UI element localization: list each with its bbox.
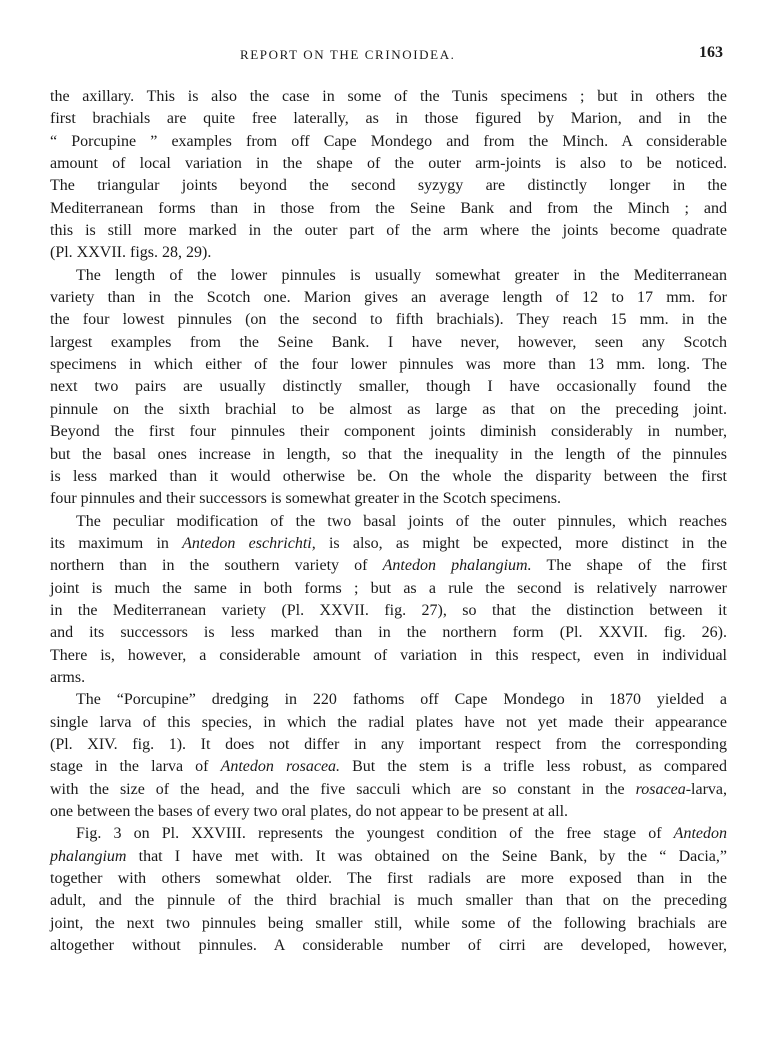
species-name-italic: phalangium [50, 847, 127, 865]
body-text [50, 86, 727, 957]
paragraph-start-line: Fig. 3 on Pl. XXVIII. represents the youngest condition of the free stage of Antedon [76, 825, 727, 843]
text-line: single larva of this species, in which the radial plates have not yet made their appearance [50, 713, 727, 731]
text-line: its maximum in Antedon eschrichti, is also, as might be expected, more distinct in the [50, 534, 727, 552]
text-line: with the size of the head, and the five sacculi which are so constant in the rosacea-larva, [50, 780, 727, 798]
text-line: amount of local variation in the shape of the outer arm-joints is also to be noticed. [50, 155, 727, 173]
text-line: first brachials are quite free laterally, as in those figured by Marion, and in the [50, 110, 727, 128]
text-line: but the basal ones increase in length, so that the inequality in the length of the pinnules [50, 445, 727, 463]
page-number: 163 [699, 44, 723, 61]
text-line: Mediterranean forms than in those from the Seine Bank and from the Minch ; and [50, 199, 727, 217]
paragraph-end-line: one between the bases of every two oral plates, do not appear to be present at all. [50, 803, 569, 820]
paragraph-end-line: four pinnules and their successors is somewhat greater in the Scotch specimens. [50, 490, 561, 508]
text-line: There is, however, a considerable amount of variation in this respect, even in individual [50, 646, 727, 664]
text-line: together with others somewhat older. The first radials are more exposed than in the [50, 870, 727, 888]
text-line: next two pairs are usually distinctly smaller, though I have occasionally found the [50, 378, 727, 396]
text-line: the axillary. This is also the case in some of the Tunis specimens ; but in others the [50, 88, 727, 105]
species-name-italic: Antedon [673, 825, 727, 843]
text-line: The triangular joints beyond the second syzygy are distinctly longer in the [50, 177, 727, 195]
species-name-italic: Antedon phalangium. [382, 557, 532, 575]
text-line: Beyond the first four pinnules their component joints diminish considerably in number, [50, 423, 727, 441]
paragraph-start-line: The “Porcupine” dredging in 220 fathoms off Cape Mondego in 1870 yielded a [76, 691, 727, 709]
paragraph-start-line: The length of the lower pinnules is usually somewhat greater in the Mediterranean [76, 266, 727, 284]
text-line: joint, the next two pinnules being smaller still, while some of the following brachials are [50, 914, 727, 932]
text-line: the four lowest pinnules (on the second to fifth brachials). They reach 15 mm. in the [50, 311, 727, 329]
text-line: and its successors is less marked than in the northern form (Pl. XXVII. fig. 26). [50, 624, 727, 642]
text-line: is less marked than it would otherwise be. On the whole the disparity between the first [50, 467, 727, 485]
running-head: REPORT ON THE CRINOIDEA. [240, 47, 456, 62]
text-line: northern than in the southern variety of Antedon phalangium. The shape of the first [50, 557, 727, 575]
text-line: “ Porcupine ” examples from off Cape Mondego and from the Minch. A considerable [50, 132, 727, 150]
paragraph-start-line: The peculiar modification of the two basal joints of the outer pinnules, which reaches [76, 512, 727, 530]
text-line: pinnule on the sixth brachial to be almost as large as that on the preceding joint. [50, 400, 727, 418]
text-line: altogether without pinnules. A considerable number of cirri are developed, however, [50, 937, 727, 955]
species-name-italic: Antedon rosacea. [220, 758, 341, 776]
paragraph-end-line: (Pl. XXVII. figs. 28, 29). [50, 244, 212, 262]
text-line: joint is much the same in both forms ; but as a rule the second is relatively narrower [50, 579, 727, 597]
text-line: stage in the larva of Antedon rosacea. But the stem is a trifle less robust, as compared [50, 758, 728, 776]
text-line: phalangium that I have met with. It was obtained on the Seine Bank, by the “ Dacia,” [50, 847, 727, 865]
species-name-italic: Antedon eschrichti, [182, 534, 316, 552]
text-line: (Pl. XIV. fig. 1). It does not differ in any important respect from the corresponding [50, 735, 727, 753]
species-name-italic: rosacea [635, 780, 686, 798]
text-line: largest examples from the Seine Bank. I have never, however, seen any Scotch [50, 333, 727, 351]
text-line: adult, and the pinnule of the third brachial is much smaller than that on the preceding [50, 892, 727, 910]
text-line: variety than in the Scotch one. Marion gives an average length of 12 to 17 mm. for [50, 289, 727, 307]
paragraph-end-line: arms. [50, 668, 86, 686]
text-line: in the Mediterranean variety (Pl. XXVII. fig. 27), so that the distinction between it [50, 601, 727, 619]
text-line: specimens in which either of the four lower pinnules was more than 13 mm. long. The [50, 356, 727, 374]
text-line: this is still more marked in the outer part of the arm where the joints become quadrate [50, 222, 727, 240]
